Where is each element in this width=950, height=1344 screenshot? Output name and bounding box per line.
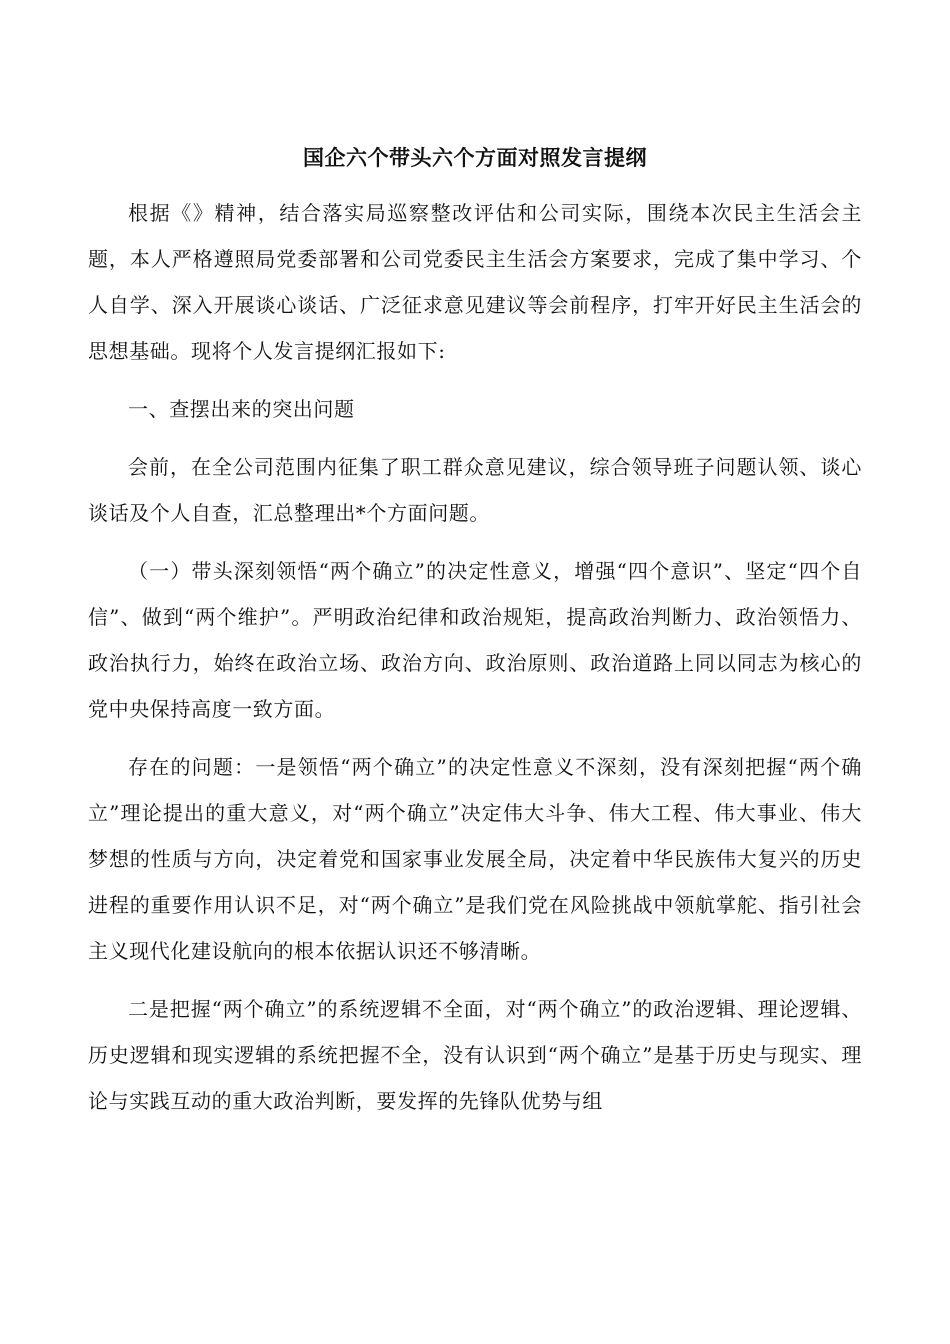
section-heading-issues: 一、查摆出来的突出问题 bbox=[128, 397, 355, 421]
paragraph-collection: 会前，在全公司范围内征集了职工群众意见建议，综合领导班子问题认领、谈心谈话及个人自查，汇总整理出*个方面问题。 bbox=[88, 455, 862, 525]
paragraph-intro: 根据《》精神，结合落实局巡察整改评估和公司实际，围绕本次民主生活会主题，本人严格遵照局党委部署和公司党委民主生活会方案要求，完成了集中学习、个人自学、深入开展谈心谈话、广泛征求意见建议等会前程序，打牢开好民主生活会的思想基础。现将个人发言提纲汇报如下: bbox=[88, 201, 862, 363]
paragraph-item-one: （一）带头深刻领悟“两个确立”的决定性意义，增强“四个意识”、坚定“四个自信”、做到“两个维护”。严明政治纪律和政治规矩，提高政治判断力、政治领悟力、政治执行力，始终在政治立场、政治方向、政治原则、政治道路上同以同志为核心的党中央保持高度一致方面。 bbox=[88, 559, 862, 721]
paragraph-second-problem: 二是把握“两个确立”的系统逻辑不全面，对“两个确立”的政治逻辑、理论逻辑、历史逻辑和现实逻辑的系统把握不全，没有认识到“两个确立”是基于历史与现实、理论与实践互动的重大政治判断，要发挥的先锋队优势与组 bbox=[88, 997, 862, 1113]
paragraph-problems: 存在的问题：一是领悟“两个确立”的决定性意义不深刻，没有深刻把握“两个确立”理论提出的重大意义，对“两个确立”决定伟大斗争、伟大工程、伟大事业、伟大梦想的性质与方向，决定着党和国家事业发展全局，决定着中华民族伟大复兴的历史进程的重要作用认识不足，对“两个确立”是我们党在风险挑战中领航掌舵、指引社会主义现代化建设航向的根本依据认识还不够清晰。 bbox=[88, 755, 862, 963]
document-title: 国企六个带头六个方面对照发言提纲 bbox=[303, 145, 647, 170]
document-body bbox=[88, 190, 862, 1136]
